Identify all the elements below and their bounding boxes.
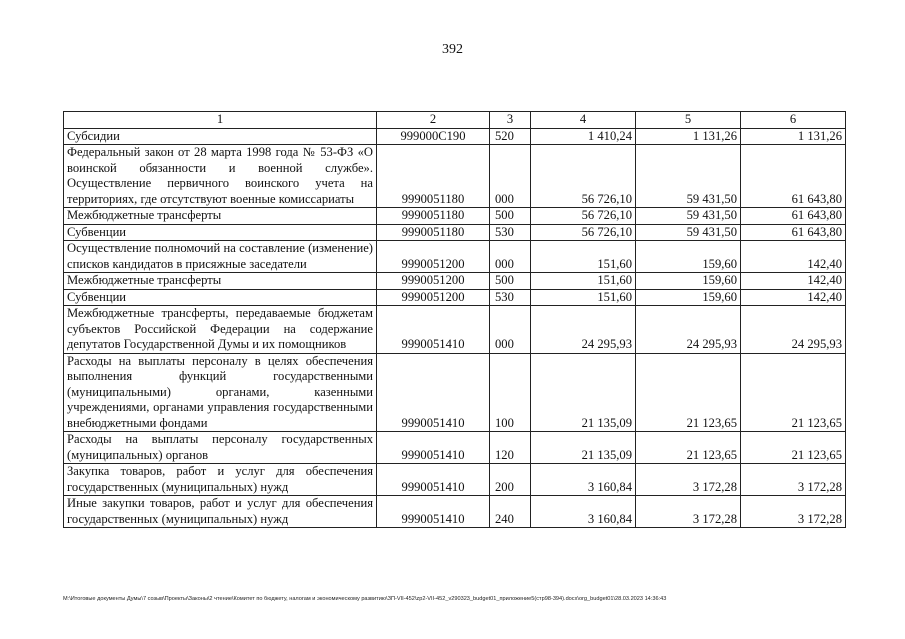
row-code-cell: 9990051410 [377, 432, 490, 464]
row-name-cell: Закупка товаров, работ и услуг для обеспечения государственных (муниципальных) нужд [64, 464, 377, 496]
row-expense-type-cell: 500 [490, 273, 531, 290]
row-expense-type-cell: 100 [490, 353, 531, 432]
row-name-cell: Субвенции [64, 289, 377, 306]
document-path-footer: M:\Итоговые документы Думы\7 созыв\Проекты\Законы\2 чтение\Комитет по бюджету, налогам и экономическому развитию\ЗП-VII-452\zp2-VII-452_v290323_budget01_приложение5(стр98-394).docx\org_budget01\28.03.2023 14:36:43 [63, 596, 667, 602]
row-code-cell: 9990051180 [377, 208, 490, 225]
row-value-col5-cell: 159,60 [636, 289, 741, 306]
row-value-col4-cell: 151,60 [531, 273, 636, 290]
row-code-cell: 9990051200 [377, 241, 490, 273]
row-value-col6-cell: 61 643,80 [741, 224, 846, 241]
row-value-col6-cell: 61 643,80 [741, 208, 846, 225]
row-value-col4-cell: 24 295,93 [531, 306, 636, 354]
row-value-col4-cell: 3 160,84 [531, 496, 636, 528]
table-row [64, 128, 846, 145]
row-name-cell: Иные закупки товаров, работ и услуг для обеспечения государственных (муниципальных) нужд [64, 496, 377, 528]
row-expense-type-cell: 120 [490, 432, 531, 464]
row-code-cell: 9990051180 [377, 145, 490, 208]
row-value-col4-cell: 21 135,09 [531, 353, 636, 432]
row-code-cell: 9990051410 [377, 464, 490, 496]
row-code-cell: 9990051410 [377, 306, 490, 354]
table-row [64, 208, 846, 225]
row-value-col4-cell: 1 410,24 [531, 128, 636, 145]
row-value-col5-cell: 159,60 [636, 241, 741, 273]
row-name-cell: Расходы на выплаты персоналу в целях обеспечения выполнения функций государственными (муниципальными) органами, казенными учреждениями, органами управления государственными внебюджетными фондами [64, 353, 377, 432]
budget-table [63, 111, 846, 528]
row-name-cell: Федеральный закон от 28 марта 1998 года № 53-ФЗ «О воинской обязанности и военной службе». Осуществление первичного воинского учета на территориях, где отсутствуют военные комиссариаты [64, 145, 377, 208]
row-expense-type-cell: 000 [490, 306, 531, 354]
header-cell: 1 [64, 112, 377, 129]
row-value-col6-cell: 61 643,80 [741, 145, 846, 208]
row-value-col6-cell: 142,40 [741, 289, 846, 306]
row-value-col6-cell: 3 172,28 [741, 464, 846, 496]
row-code-cell: 9990051200 [377, 289, 490, 306]
row-name-cell: Субсидии [64, 128, 377, 145]
row-expense-type-cell: 240 [490, 496, 531, 528]
row-value-col5-cell: 59 431,50 [636, 224, 741, 241]
row-name-cell: Межбюджетные трансферты [64, 273, 377, 290]
row-value-col5-cell: 24 295,93 [636, 306, 741, 354]
row-expense-type-cell: 530 [490, 224, 531, 241]
table-row [64, 289, 846, 306]
row-value-col5-cell: 159,60 [636, 273, 741, 290]
row-value-col4-cell: 56 726,10 [531, 208, 636, 225]
table-row [64, 145, 846, 208]
row-value-col5-cell: 21 123,65 [636, 353, 741, 432]
row-code-cell: 9990051200 [377, 273, 490, 290]
table-body [64, 112, 846, 528]
table-row [64, 241, 846, 273]
table-row [64, 496, 846, 528]
row-expense-type-cell: 500 [490, 208, 531, 225]
table-header-row [64, 112, 846, 129]
row-value-col5-cell: 59 431,50 [636, 208, 741, 225]
row-value-col6-cell: 21 123,65 [741, 353, 846, 432]
row-value-col4-cell: 151,60 [531, 241, 636, 273]
row-value-col5-cell: 3 172,28 [636, 496, 741, 528]
table-row [64, 464, 846, 496]
header-cell: 4 [531, 112, 636, 129]
row-expense-type-cell: 530 [490, 289, 531, 306]
row-name-cell: Расходы на выплаты персоналу государственных (муниципальных) органов [64, 432, 377, 464]
row-value-col6-cell: 142,40 [741, 273, 846, 290]
row-value-col6-cell: 142,40 [741, 241, 846, 273]
header-cell: 5 [636, 112, 741, 129]
table-row [64, 353, 846, 432]
row-code-cell: 9990051180 [377, 224, 490, 241]
row-expense-type-cell: 520 [490, 128, 531, 145]
row-value-col6-cell: 24 295,93 [741, 306, 846, 354]
row-name-cell: Субвенции [64, 224, 377, 241]
row-value-col5-cell: 3 172,28 [636, 464, 741, 496]
header-cell: 3 [490, 112, 531, 129]
row-expense-type-cell: 000 [490, 241, 531, 273]
row-code-cell: 999000С190 [377, 128, 490, 145]
row-code-cell: 9990051410 [377, 353, 490, 432]
table-row [64, 306, 846, 354]
row-value-col5-cell: 21 123,65 [636, 432, 741, 464]
page-number: 392 [442, 42, 463, 57]
row-value-col4-cell: 151,60 [531, 289, 636, 306]
row-value-col4-cell: 21 135,09 [531, 432, 636, 464]
row-value-col6-cell: 3 172,28 [741, 496, 846, 528]
row-name-cell: Межбюджетные трансферты [64, 208, 377, 225]
table-row [64, 224, 846, 241]
row-value-col6-cell: 21 123,65 [741, 432, 846, 464]
row-value-col6-cell: 1 131,26 [741, 128, 846, 145]
row-value-col5-cell: 1 131,26 [636, 128, 741, 145]
row-value-col4-cell: 56 726,10 [531, 224, 636, 241]
row-expense-type-cell: 200 [490, 464, 531, 496]
row-expense-type-cell: 000 [490, 145, 531, 208]
table-row [64, 273, 846, 290]
row-value-col5-cell: 59 431,50 [636, 145, 741, 208]
row-name-cell: Межбюджетные трансферты, передаваемые бюджетам субъектов Российской Федерации на содержание депутатов Государственной Думы и их помощников [64, 306, 377, 354]
row-code-cell: 9990051410 [377, 496, 490, 528]
header-cell: 6 [741, 112, 846, 129]
row-value-col4-cell: 56 726,10 [531, 145, 636, 208]
table-row [64, 432, 846, 464]
row-value-col4-cell: 3 160,84 [531, 464, 636, 496]
header-cell: 2 [377, 112, 490, 129]
row-name-cell: Осуществление полномочий на составление (изменение) списков кандидатов в присяжные заседатели [64, 241, 377, 273]
